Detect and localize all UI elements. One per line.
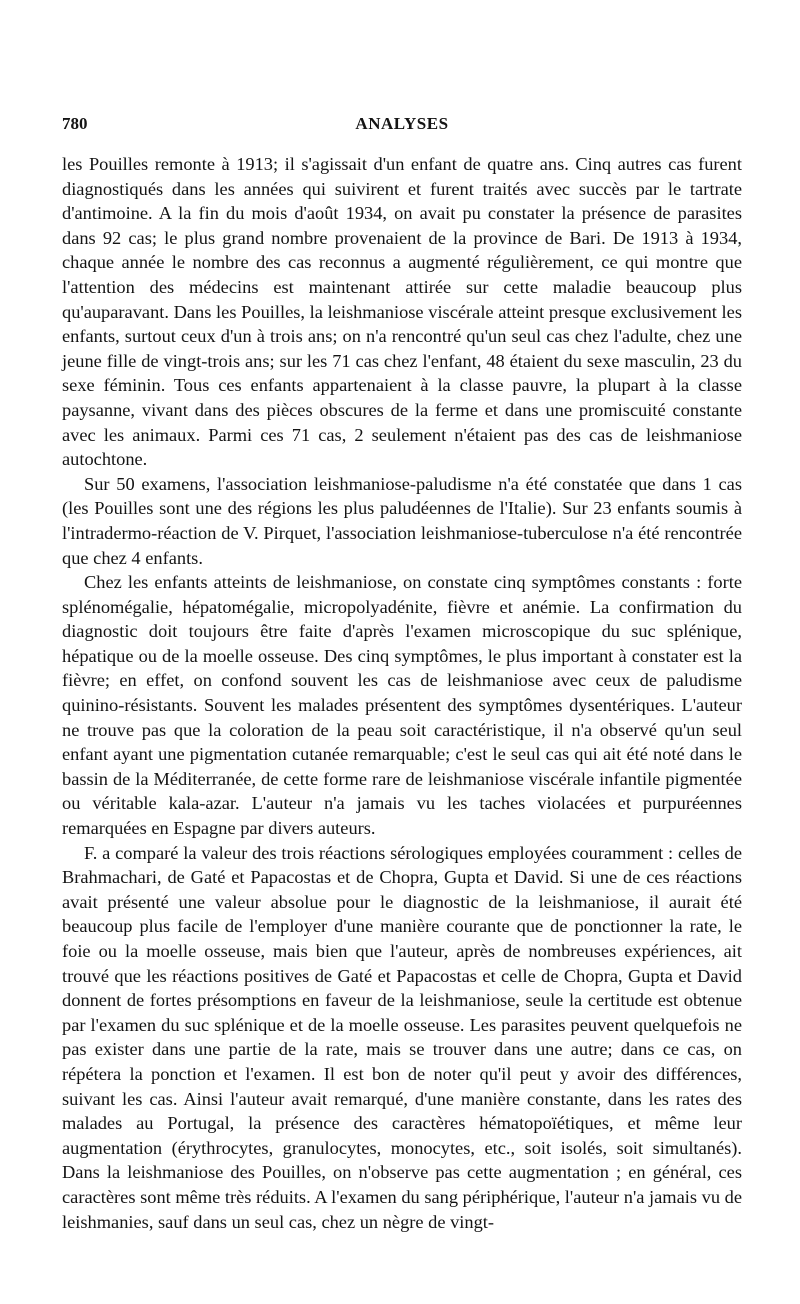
- paragraph-continuation: les Pouilles remonte à 1913; il s'agissait d'un enfant de quatre ans. Cinq autres cas furent diagnostiqués dans les années qui suivirent et furent traités avec succès par le tartrate d'antimoine. A la fin du mois d'août 1934, on avait pu constater la présence de parasites dans 92 cas; le plus grand nombre provenaient de la province de Bari. De 1913 à 1934, chaque année le nombre des cas reconnus a augmenté régulièrement, ce qui montre que l'attention des médecins est maintenant attirée sur cette maladie beaucoup plus qu'auparavant. Dans les Pouilles, la leishmaniose viscérale atteint presque exclusivement les enfants, surtout ceux d'un à trois ans; on n'a rencontré qu'un seul cas chez l'adulte, chez une jeune fille de vingt-trois ans; sur les 71 cas chez l'enfant, 48 étaient du sexe masculin, 23 du sexe féminin. Tous ces enfants appartenaient à la classe pauvre, la plupart à la classe paysanne, vivant dans des pièces obscures de la ferme et dans une promiscuité constante avec les animaux. Parmi ces 71 cas, 2 seulement n'étaient pas des cas de leishmaniose autochtone.: [62, 154, 742, 470]
- paragraph: Sur 50 examens, l'association leishmaniose-paludisme n'a été constatée que dans 1 cas (les Pouilles sont une des régions les plus paludéennes de l'Italie). Sur 23 enfants soumis à l'intradermo-réaction de V. Pirquet, l'association leishmaniose-tuberculose n'a été rencontrée que chez 4 enfants.: [62, 473, 742, 568]
- document-page: [62, 114, 742, 1234]
- page-number: 780: [62, 114, 88, 133]
- running-title: ANALYSES: [355, 114, 449, 133]
- paragraph: F. a comparé la valeur des trois réactions sérologiques employées couramment : celles de Brahmachari, de Gaté et Papacostas et de Chopra, Gupta et David. Si une de ces réactions avait présenté une valeur absolue pour le diagnostic de la leishmaniose, il aurait été beaucoup plus facile de l'employer d'une manière courante que de ponctionner la rate, le foie ou la moelle osseuse, mais bien que l'auteur, après de nombreuses expériences, ait trouvé que les réactions positives de Gaté et Papacostas et celle de Chopra, Gupta et David donnent de fortes présomptions en faveur de la leishmaniose, seule la certitude est obtenue par l'examen du suc splénique et de la moelle osseuse. Les parasites peuvent quelquefois ne pas exister dans une partie de la rate, mais se trouver dans une autre; dans ce cas, on répétera la ponction et l'examen. Il est bon de noter qu'il peut y avoir des différences, suivant les cas. Ainsi l'auteur avait remarqué, d'une manière constante, dans les rates des malades au Portugal, la présence des caractères hématopoïétiques, et même leur augmentation (érythrocytes, granulocytes, monocytes, etc., soit isolés, soit simultanés). Dans la leishmaniose des Pouilles, on n'observe pas cette augmentation ; en général, ces caractères sont même très réduits. A l'examen du sang périphérique, l'auteur n'a jamais vu de leishmanies, sauf dans un seul cas, chez un nègre de vingt-: [62, 842, 742, 1232]
- paragraph: Chez les enfants atteints de leishmaniose, on constate cinq symptômes constants : forte splénomégalie, hépatomégalie, micropolyadénite, fièvre et anémie. La confirmation du diagnostic doit toujours être faite d'après l'examen microscopique du suc splénique, hépatique ou de la moelle osseuse. Des cinq symptômes, le plus important à constater est la fièvre; en effet, on confond souvent les cas de leishmaniose avec ceux de paludisme quinino-résistants. Souvent les malades présentent des symptômes dysentériques. L'auteur ne trouve pas que la coloration de la peau soit caractéristique, il n'a observé qu'un seul enfant ayant une pigmentation cutanée remarquable; c'est le seul cas qui ait été noté dans le bassin de la Méditerranée, de cette forme rare de leishmaniose viscérale infantile pigmentée ou véritable kala-azar. L'auteur n'a jamais vu les taches violacées et purpuréennes remarquées en Espagne par divers auteurs.: [62, 572, 742, 839]
- page-header: [62, 114, 742, 140]
- body-text: [62, 152, 742, 1234]
